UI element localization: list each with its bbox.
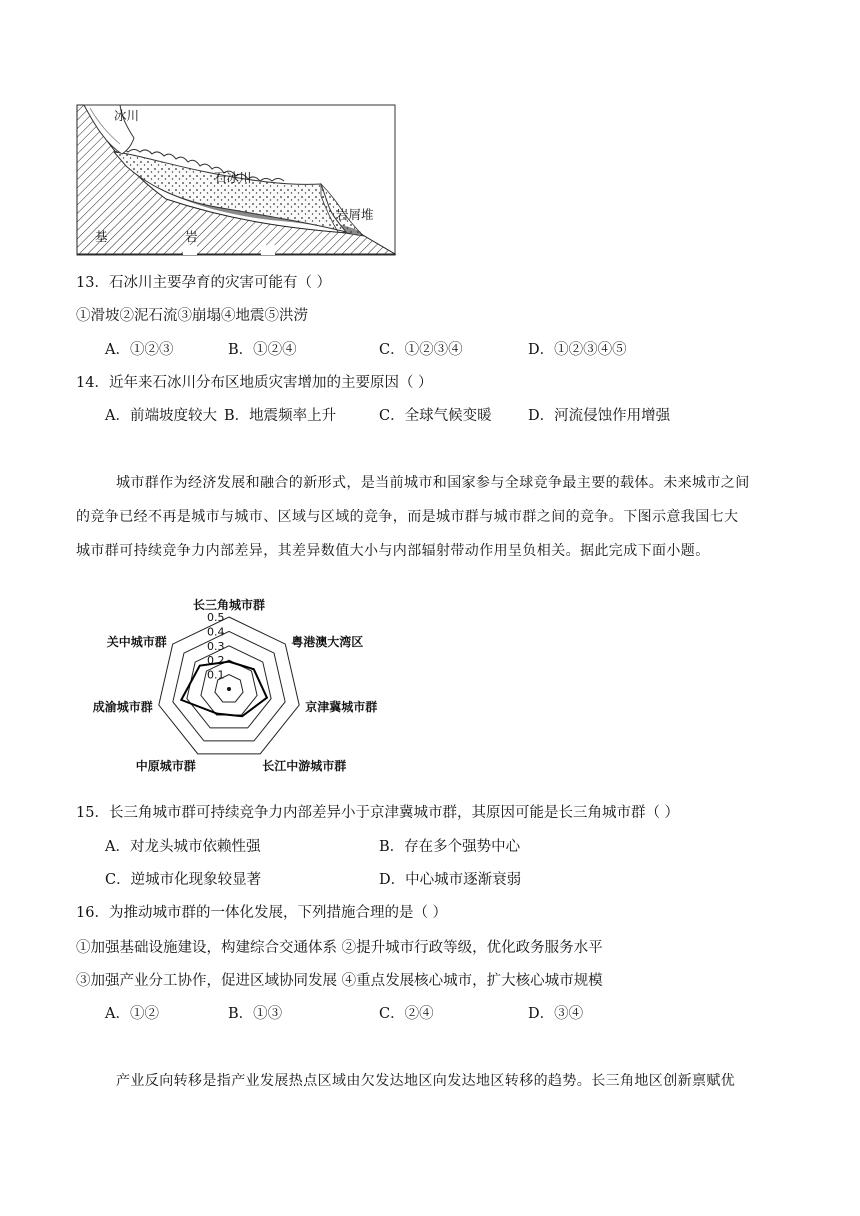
q15-stem: 15．长三角城市群可持续竞争力内部差异小于京津冀城市群，其原因可能是长三角城市群（ ） (76, 805, 680, 821)
radar-tick-label: 0.1 (207, 668, 225, 682)
q15-option-c[interactable]: C．逆城市化现象较显著 (105, 872, 262, 888)
q16-items-line-1: ①加强基础设施建设，构建综合交通体系 ②提升城市行政等级，优化政务服务水平 (76, 940, 603, 956)
q16-items-line-2: ③加强产业分工协作，促进区域协同发展 ④重点发展核心城市，扩大核心城市规模 (76, 973, 603, 989)
q14-option-d[interactable]: D．河流侵蚀作用增强 (528, 408, 671, 424)
q16-option-a[interactable]: A．①② (105, 1006, 159, 1022)
passage1-line-2: 的竞争已经不再是城市与城市、区域与区域的竞争，而是城市群与城市群之间的竞争。下图示意我国七大 (76, 509, 739, 525)
q13-option-d[interactable]: D．①②③④⑤ (528, 342, 627, 358)
bedrock-label-2: 岩 (185, 229, 198, 244)
q15-option-b[interactable]: B．存在多个强势中心 (379, 839, 521, 855)
bedrock-label-1: 基 (95, 229, 108, 244)
q14-stem: 14．近年来石冰川分布区地质灾害增加的主要原因（ ） (76, 375, 433, 391)
radar-category-label: 粤港澳大湾区 (291, 635, 364, 650)
q16-option-b[interactable]: B．①③ (228, 1006, 283, 1022)
q13-option-a[interactable]: A．①②③ (105, 342, 174, 358)
rock-glacier-label: 石冰川 (214, 170, 252, 185)
q13-stem: 13．石冰川主要孕育的灾害可能有（ ） (76, 275, 332, 291)
passage1-line-3: 城市群可持续竞争力内部差异，其差异数值大小与内部辐射带动作用呈负相关。据此完成下面小题。 (76, 543, 710, 559)
debris-pile-label: 岩屑堆 (336, 207, 374, 222)
q13-items: ①滑坡②泥石流③崩塌④地震⑤洪涝 (76, 308, 308, 324)
radar-category-label: 京津冀城市群 (305, 700, 378, 715)
radar-grid-ring-0.5 (159, 617, 299, 754)
glacier-label: 冰川 (114, 108, 140, 123)
radar-center-dot (227, 687, 231, 691)
radar-category-label: 长江中游城市群 (262, 758, 347, 773)
q15-option-a[interactable]: A．对龙头城市依赖性强 (105, 839, 261, 855)
q16-stem: 16．为推动城市群的一体化发展，下列措施合理的是（ ） (76, 905, 448, 921)
radar-tick-label: 0.5 (207, 611, 225, 624)
q13-option-c[interactable]: C．①②③④ (379, 342, 463, 358)
q15-option-d[interactable]: D．中心城市逐渐衰弱 (379, 872, 522, 888)
q13-option-b[interactable]: B．①②④ (228, 342, 297, 358)
passage2-line-1: 产业反向转移是指产业发展热点区域由欠发达地区向发达地区转移的趋势。长三角地区创新禀赋优 (116, 1073, 736, 1089)
radar-category-label: 关中城市群 (106, 635, 167, 650)
passage1-line-1: 城市群作为经济发展和融合的新形式，是当前城市和国家参与全球竞争最主要的载体。未来城市之间 (116, 475, 750, 491)
q14-option-a[interactable]: A．前端坡度较大 (105, 408, 217, 424)
radar-category-label: 中原城市群 (135, 758, 196, 773)
radar-chart (76, 578, 406, 784)
q16-option-c[interactable]: C．②④ (379, 1006, 434, 1022)
q14-option-b[interactable]: B．地震频率上升 (224, 408, 337, 424)
radar-chart-svg (76, 578, 406, 784)
radar-tick-label: 0.3 (207, 639, 225, 653)
q16-option-d[interactable]: D．③④ (528, 1006, 584, 1022)
q14-option-c[interactable]: C．全球气候变暖 (379, 408, 492, 424)
radar-tick-label: 0.2 (207, 654, 225, 668)
radar-category-label: 成渝城市群 (92, 700, 153, 715)
radar-category-label: 长三角城市群 (192, 598, 266, 612)
radar-tick-label: 0.4 (207, 625, 225, 639)
